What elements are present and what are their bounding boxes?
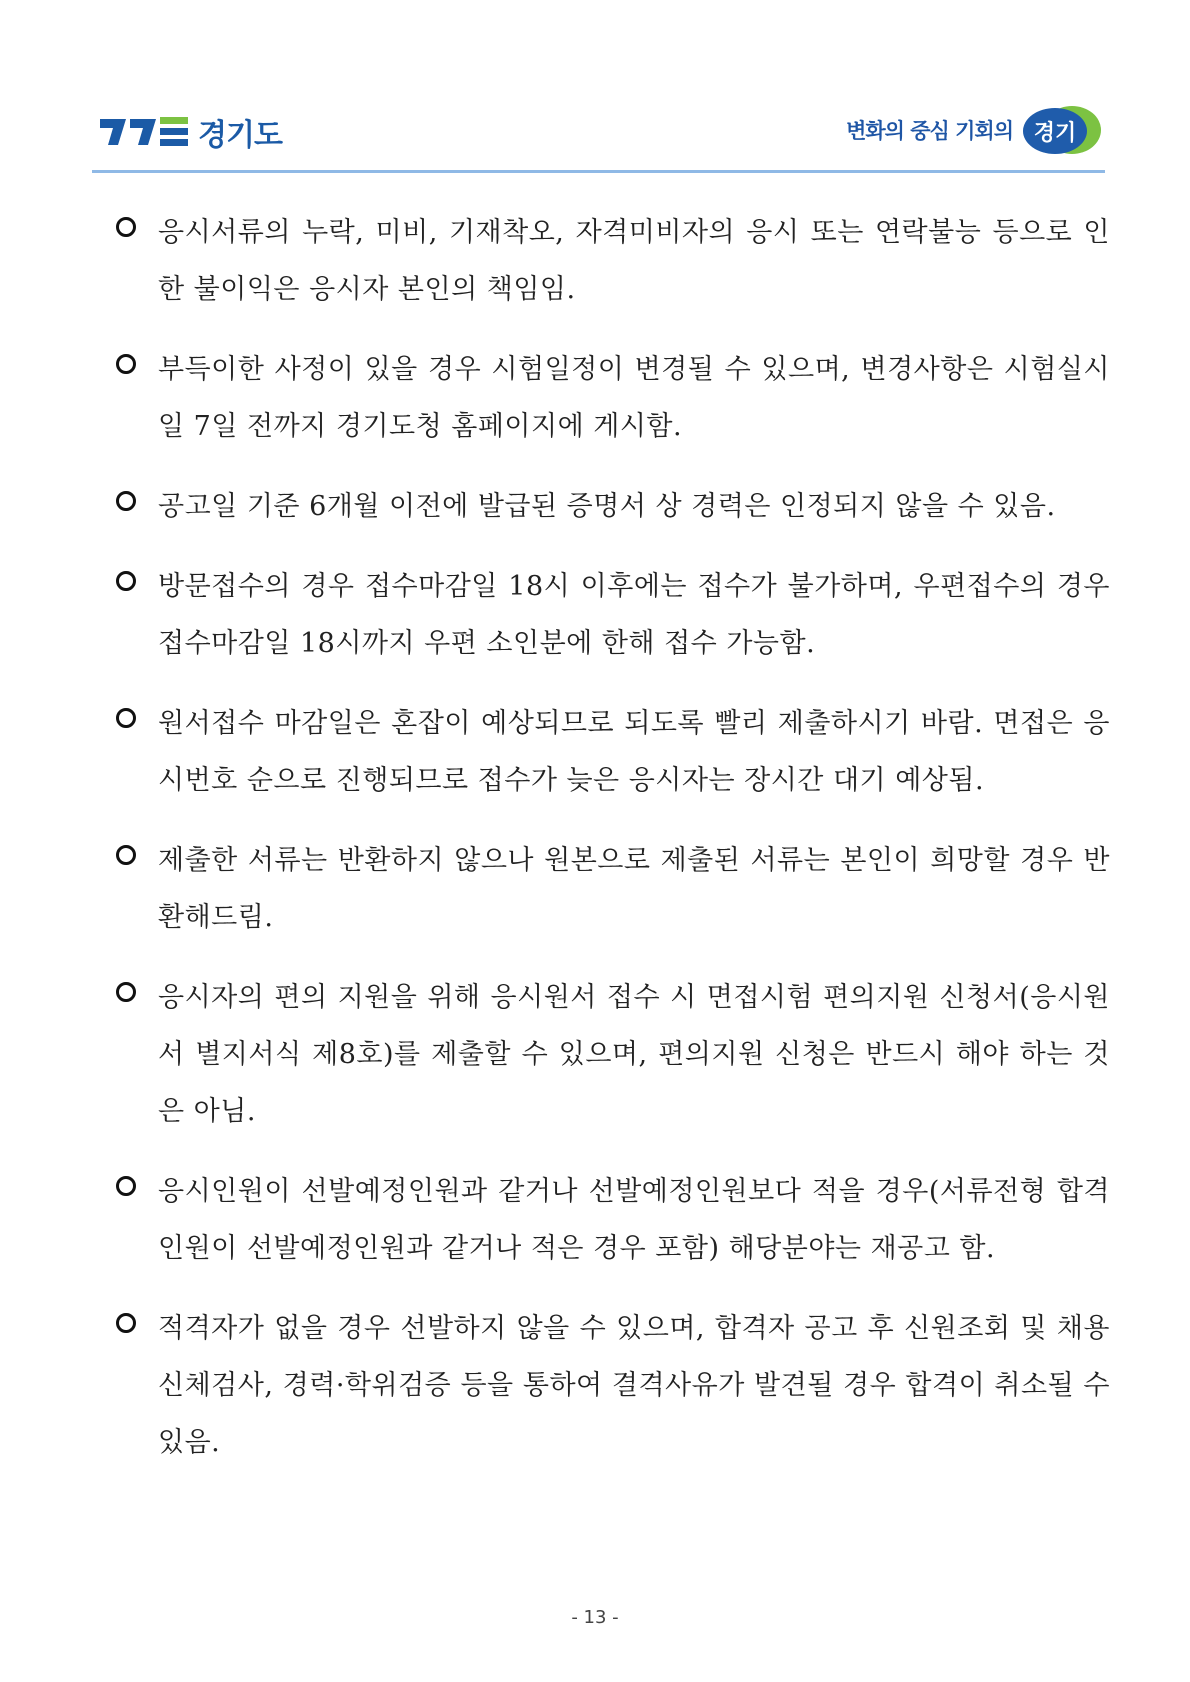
circle-bullet-icon [116, 1176, 136, 1196]
list-item-text: 응시인원이 선발예정인원과 같거나 선발예정인원보다 적을 경우(서류전형 합격인원이 선발예정인원과 같거나 적은 경우 포함) 해당분야는 재공고 함. [158, 1176, 1110, 1264]
list-item [116, 969, 1110, 1140]
slogan-logo [846, 104, 1105, 156]
gyeonggi-badge-icon [1019, 104, 1105, 156]
header-divider [92, 170, 1105, 173]
circle-bullet-icon [116, 354, 136, 374]
circle-bullet-icon [116, 708, 136, 728]
list-item-text: 원서접수 마감일은 혼잡이 예상되므로 되도록 빨리 제출하시기 바람. 면접은 응시번호 순으로 진행되므로 접수가 늦은 응시자는 장시간 대기 예상됨. [158, 708, 1110, 796]
circle-bullet-icon [116, 982, 136, 1002]
list-item-text: 공고일 기준 6개월 이전에 발급된 증명서 상 경력은 인정되지 않을 수 있음. [158, 491, 1056, 522]
list-item-text: 방문접수의 경우 접수마감일 18시 이후에는 접수가 불가하며, 우편접수의 경우 접수마감일 18시까지 우편 소인분에 한해 접수 가능함. [158, 571, 1110, 659]
page-header [92, 104, 1105, 174]
org-name: 경기도 [198, 118, 282, 153]
list-item [116, 832, 1110, 946]
list-item-text: 부득이한 사정이 있을 경우 시험일정이 변경될 수 있으며, 변경사항은 시험실시일 7일 전까지 경기도청 홈페이지에 게시함. [158, 354, 1110, 442]
list-item [116, 341, 1110, 455]
page-number: - 13 - [571, 1607, 619, 1628]
list-item-text: 응시자의 편의 지원을 위해 응시원서 접수 시 면접시험 편의지원 신청서(응시원서 별지서식 제8호)를 제출할 수 있으며, 편의지원 신청은 반드시 해야 하는 것은 아님. [158, 982, 1110, 1127]
list-item [116, 204, 1110, 318]
circle-bullet-icon [116, 217, 136, 237]
list-item [116, 1300, 1110, 1471]
list-item [116, 478, 1110, 535]
circle-bullet-icon [116, 491, 136, 511]
gyeonggi-logo [100, 110, 282, 154]
circle-bullet-icon [116, 845, 136, 865]
badge-label: 경기 [1023, 108, 1087, 154]
list-item-text: 적격자가 없을 경우 선발하지 않을 수 있으며, 합격자 공고 후 신원조회 및 채용신체검사, 경력·학위검증 등을 통하여 결격사유가 발견될 경우 합격이 취소될 수 있음. [158, 1313, 1110, 1458]
notice-list [116, 204, 1110, 1494]
slogan-text: 변화의 중심 기회의 [846, 119, 1013, 143]
list-item [116, 1163, 1110, 1277]
list-item-text: 응시서류의 누락, 미비, 기재착오, 자격미비자의 응시 또는 연락불능 등으로 인한 불이익은 응시자 본인의 책임임. [158, 217, 1110, 305]
list-item-text: 제출한 서류는 반환하지 않으나 원본으로 제출된 서류는 본인이 희망할 경우 반환해드림. [158, 845, 1110, 933]
circle-bullet-icon [116, 571, 136, 591]
list-item [116, 695, 1110, 809]
circle-bullet-icon [116, 1313, 136, 1333]
list-item [116, 558, 1110, 672]
logo-mark-icon [100, 115, 190, 149]
